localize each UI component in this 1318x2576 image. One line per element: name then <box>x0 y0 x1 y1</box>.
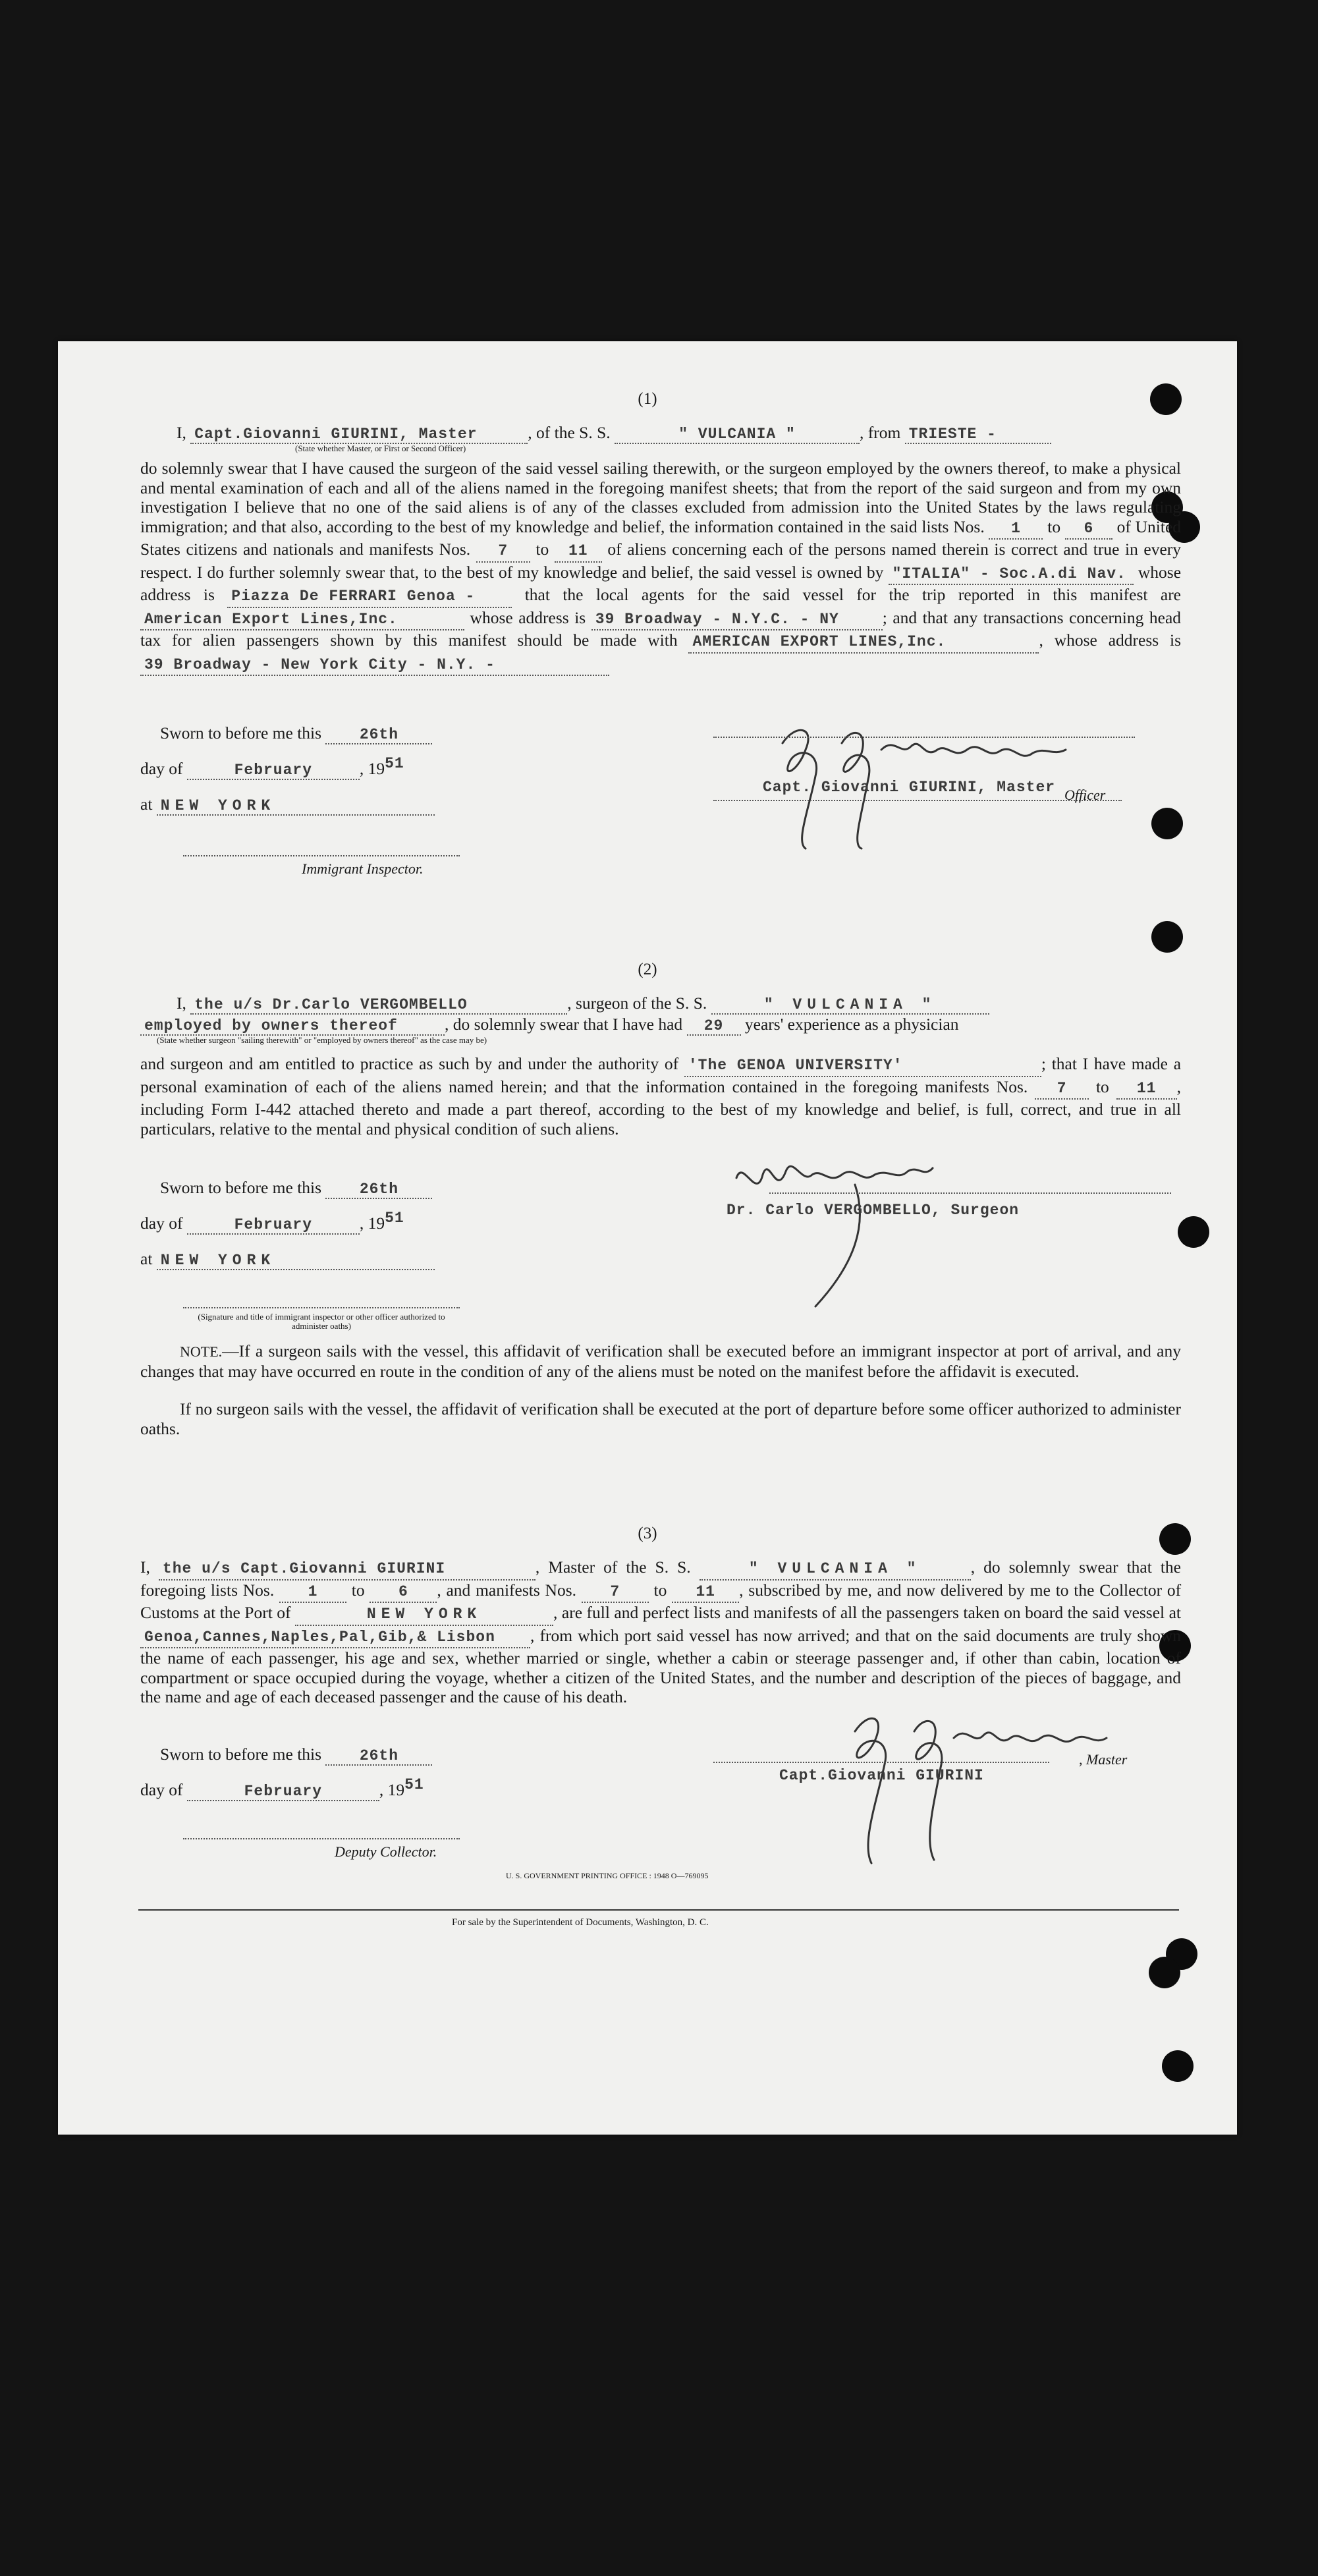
s1-day-of: day of <box>140 759 183 778</box>
s2-at-line <box>140 1249 435 1270</box>
s3-delivered: delivered by me to the Collector of Customs at the Port of <box>140 1580 1182 1622</box>
section-2-number: (2) <box>638 961 657 978</box>
s1-inspector-line <box>183 855 460 856</box>
s2-authority: 'The GENOA UNIVERSITY' <box>684 1056 1041 1077</box>
s2-experience: years' experience as a physician <box>744 1015 959 1034</box>
s1-whose-addr: whose address is <box>470 607 586 627</box>
s3-sworn-line <box>160 1745 432 1766</box>
gpo-imprint: U. S. GOVERNMENT PRINTING OFFICE : 1948 O—769095 <box>506 1871 709 1880</box>
s2-note-2 <box>140 1399 1181 1438</box>
s3-swear-lists: swear that the foregoing lists Nos. <box>140 1557 1181 1600</box>
sale-notice: For sale by the Superintendent of Documents, Washington, D. C. <box>452 1917 709 1928</box>
s3-master-of: , Master of the S. S. <box>535 1557 691 1577</box>
s3-paragraph: port said vessel has now arrived; and that on the said documents are truly shown the name of each passenger, his age and sex, whether married or single, whether a cabin or steerage passenger and, if other than cabin, location of compartment or space occupied during the voyage, whether a citizen of the United States, and the number and description of the pieces of baggage, and the name and age of each deceased passenger and the cause of his death. <box>140 1625 1181 1706</box>
s3-to: to <box>351 1580 365 1600</box>
s1-to2: to <box>535 540 549 559</box>
s3-full-perfect: , are full and perfect lists and <box>553 1603 750 1622</box>
s1-port-from: TRIESTE - <box>905 426 1051 444</box>
s1-year: 51 <box>385 755 404 772</box>
s1-officer-label: Officer <box>1064 787 1106 803</box>
s1-vessel: " VULCANIA " <box>615 426 860 444</box>
s3-port: NEW YORK <box>295 1605 553 1626</box>
s2-year: 51 <box>385 1210 404 1227</box>
punch-hole <box>1162 2050 1194 2082</box>
s3-month: February <box>187 1783 379 1801</box>
s2-month: February <box>187 1216 360 1235</box>
s1-local-agents: that the local agents for the said vessel for the trip reported in this manifest are <box>524 585 1182 604</box>
s3-manifests-all: manifests of all the passengers taken on board the said vessel at <box>753 1603 1182 1622</box>
s2-note <box>140 1341 1181 1381</box>
s3-i: I, <box>140 1557 150 1577</box>
s2-man-from: 7 <box>1035 1079 1089 1100</box>
s2-header-line <box>177 994 989 1015</box>
s1-whose-address: whose address is <box>140 562 1182 604</box>
footer-rule <box>138 1909 1179 1911</box>
s1-sworn: Sworn to before me this <box>160 723 322 742</box>
s2-sworn-day: 26th <box>325 1181 432 1199</box>
s1-i: I, <box>177 423 186 442</box>
s1-to: to <box>1047 517 1061 536</box>
s1-owner-address: Piazza De FERRARI Genoa - <box>227 587 512 608</box>
s1-from: , from <box>860 423 901 442</box>
s1-of-ss: , of the S. S. <box>528 423 611 442</box>
s2-surgeon-of: , surgeon of the S. S. <box>567 994 707 1013</box>
s1-place: NEW YORK <box>157 797 435 816</box>
s1-year-prefix: , 19 <box>359 759 385 778</box>
s2-sworn: Sworn to before me this <box>160 1178 322 1197</box>
s2-employed-line <box>140 1015 959 1036</box>
s1-at: at <box>140 795 153 814</box>
s2-swear: , do solemnly swear that I have had <box>445 1015 683 1034</box>
s1-man-from: 7 <box>476 542 530 563</box>
s2-place: NEW YORK <box>157 1252 435 1270</box>
s2-entitled: and surgeon and am entitled to practice as such by and under the authority of <box>140 1054 679 1073</box>
s3-sworn: Sworn to before me this <box>160 1745 322 1764</box>
s2-state-note: (State whether surgeon "sailing therewith" or "employed by owners thereof" as the case may be) <box>157 1035 487 1045</box>
s1-inspector-label: Immigrant Inspector. <box>302 860 424 877</box>
s2-signature <box>723 1138 947 1310</box>
s1-state-note: (State whether Master, or First or Second Officer) <box>295 443 466 453</box>
s2-body: and surgeon and am entitled to practice as such by and under the authority of 'The GENOA UNIVERSITY' ; that I have made a personal examination of each of the aliens named herein; and that the information contained in the foregoing manifests Nos. 7 to 11 , including Form I-442 attached thereto and made a part thereof, according to the best of my knowledge and belief, is full, correct, and true in all particulars, relative to the mental and physical condition of such aliens. <box>140 1054 1182 1138</box>
s3-vessel: " VULCANIA " <box>700 1559 971 1581</box>
s3-to2: to <box>653 1580 667 1600</box>
s1-of-us: of United States citizens and nationals and manifests Nos. <box>140 517 1182 559</box>
s2-note-label: NOTE. <box>180 1343 223 1360</box>
s3-year: 51 <box>404 1776 424 1793</box>
s1-whose-address-end: , whose address is <box>1039 630 1182 650</box>
s3-master-label: , Master <box>1079 1751 1128 1768</box>
s3-do-swear: , do solemnly <box>970 1557 1071 1577</box>
s3-man-to: 11 <box>672 1582 739 1604</box>
s3-sworn-day: 26th <box>325 1747 432 1766</box>
s2-year-prefix: , 19 <box>359 1214 385 1233</box>
s1-passengers-shown: passengers shown by this manifest should be made with <box>246 630 678 650</box>
s2-paragraph-b: , including Form I-442 attached thereto and made a part thereof, according to the best of my knowledge and belief, is full, correct, and true in all particulars, relative to the mental and physical condition of such aliens. <box>140 1077 1181 1138</box>
s3-day-line <box>140 1776 424 1801</box>
s2-vessel: " VULCANIA " <box>711 996 989 1015</box>
s2-inspector-line <box>183 1307 460 1308</box>
s3-and-manifests: , and manifests Nos. <box>437 1580 577 1600</box>
s3-subscribed: , subscribed by me, and now <box>739 1580 936 1600</box>
s2-i: I, <box>177 994 186 1013</box>
s1-agents-address: 39 Broadway - N.Y.C. - NY <box>591 610 883 631</box>
s1-at-line <box>140 795 435 816</box>
s1-signer-line <box>713 800 1122 801</box>
s1-head-tax-address: 39 Broadway - New York City - N.Y. - <box>140 656 609 677</box>
s1-signer: Capt. Giovanni GIURINI, Master <box>763 779 1056 796</box>
s3-signature <box>835 1698 1112 1870</box>
s2-note-2-text: If no surgeon sails with the vessel, the affidavit of verification shall be executed at the port of departure before some officer authorized to administer oaths. <box>140 1399 1181 1438</box>
s3-body <box>140 1557 1181 1707</box>
manifest-affidavit-sheet <box>58 341 1237 2135</box>
s1-head-tax-agent: AMERICAN EXPORT LINES,Inc. <box>688 632 1039 654</box>
s3-deputy-line <box>183 1838 460 1839</box>
s1-sworn-line <box>160 723 432 744</box>
s2-at: at <box>140 1249 153 1268</box>
s1-body <box>140 459 1181 676</box>
s2-signature-note: (Signature and title of immigrant inspector or other officer authorized to administer oaths) <box>198 1312 445 1331</box>
s2-years: 29 <box>687 1017 741 1036</box>
punch-hole <box>1178 1216 1209 1248</box>
s2-to: to <box>1095 1077 1109 1096</box>
s1-head-tax: ; and that any transactions concerning head tax for alien <box>140 607 1182 650</box>
s1-agents: American Export Lines,Inc. <box>140 610 464 631</box>
s3-year-prefix: , 19 <box>379 1780 405 1799</box>
s3-ports-taken: Genoa,Cannes,Naples,Pal,Gib,& Lisbon <box>140 1628 530 1649</box>
s1-day-line <box>140 755 404 780</box>
s1-paragraph: do solemnly swear that I have caused the surgeon of the said vessel sailing therewith, or the surgeon employed by the owners thereof, to make a physical and mental examination of each and all of the aliens named in the foregoing manifest sheets; that from the report of the said surgeon and from my own investigation I believe that no one of the said aliens is of any of the classes excluded from admission into the United States by the laws regulating immigration; and that also, according to the best of my knowledge and belief, the information contained in the said lists Nos. <box>140 459 1181 536</box>
s2-sworn-line <box>160 1178 432 1199</box>
s1-owned-by: the said vessel is owned by <box>698 562 884 582</box>
s1-header-line <box>177 423 1051 444</box>
s1-lists-to: 6 <box>1065 519 1112 540</box>
s1-owner: "ITALIA" - Soc.A.di Nav. <box>889 565 1134 586</box>
s3-master-name: the u/s Capt.Giovanni GIURINI <box>159 1559 535 1581</box>
s3-lists-from: 1 <box>279 1582 346 1604</box>
punch-hole <box>1149 1957 1180 1988</box>
s1-month: February <box>187 762 360 780</box>
punch-hole <box>1151 921 1183 953</box>
section-1-number: (1) <box>638 390 657 408</box>
s1-lists-from: 1 <box>989 519 1043 540</box>
s2-day-of: day of <box>140 1214 183 1233</box>
s3-lists-to: 6 <box>370 1582 437 1604</box>
s3-day-of: day of <box>140 1780 183 1799</box>
s1-master-name: Capt.Giovanni GIURINI, Master <box>190 426 528 444</box>
s2-paragraph: that I have made a personal examination of each of the aliens named herein; and that the information contained in the foregoing manifests Nos. <box>140 1054 1182 1096</box>
s3-deputy-label: Deputy Collector. <box>335 1843 437 1860</box>
section-3-number: (3) <box>638 1525 657 1542</box>
punch-hole <box>1151 808 1183 839</box>
s3-man-from: 7 <box>582 1582 649 1604</box>
s2-employed: employed by owners thereof <box>140 1017 445 1036</box>
s1-sworn-day: 26th <box>325 726 432 744</box>
s2-day-line <box>140 1210 404 1235</box>
s2-signer: Dr. Carlo VERGOMBELLO, Surgeon <box>727 1202 1020 1219</box>
s2-man-to: 11 <box>1116 1079 1177 1100</box>
s3-signature-line <box>713 1762 1049 1763</box>
s3-signer: Capt.Giovanni GIURINI <box>779 1767 984 1784</box>
s2-surgeon-name: the u/s Dr.Carlo VERGOMBELLO <box>190 996 567 1015</box>
s2-note-text: —If a surgeon sails with the vessel, this affidavit of verification shall be executed before an immigrant inspector at port of arrival, and any changes that may have occurred en route in the condition of any of the aliens must be noted on the manifest before the affidavit is executed. <box>140 1341 1181 1381</box>
s1-man-to: 11 <box>555 542 602 563</box>
s2-signature-line <box>769 1192 1171 1194</box>
s3-from-which: , from which <box>530 1625 619 1645</box>
s1-of-aliens: of aliens concerning each of the persons named therein is correct and true in every respect. I do further solemnly swear that, to the best of my knowledge and belief, <box>140 540 1182 582</box>
s1-signature-line <box>713 737 1135 738</box>
